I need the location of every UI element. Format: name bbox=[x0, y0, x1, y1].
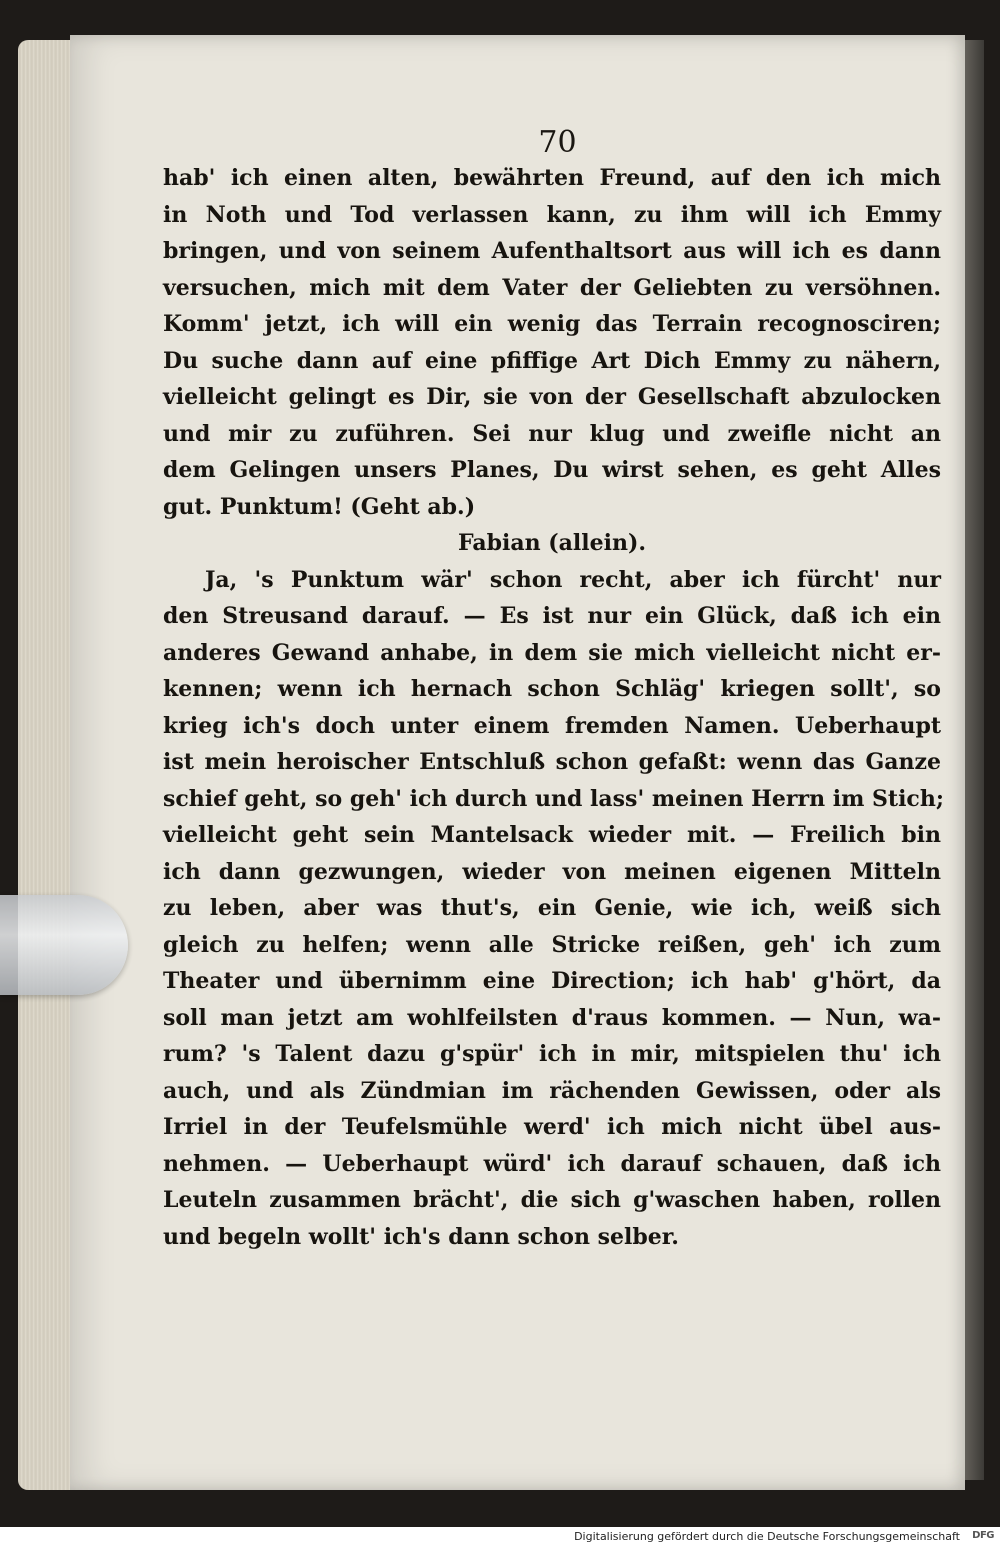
page-clip bbox=[0, 895, 128, 995]
text-line: auch, und als Zündmian im rächenden Gewissen, oder als bbox=[163, 1077, 941, 1104]
text-line: anderes Gewand anhabe, in dem sie mich vielleicht nicht er- bbox=[163, 639, 941, 666]
text-line: gut. Punktum! (Geht ab.) bbox=[163, 493, 476, 520]
text-line: ich dann gezwungen, wieder von meinen eigenen Mitteln bbox=[163, 858, 941, 885]
text-line: vielleicht geht sein Mantelsack wieder mit. — Freilich bin bbox=[163, 822, 941, 848]
text-line: Ja, 's Punktum wär' schon recht, aber ich fürcht' nur bbox=[205, 566, 941, 593]
text-line: dem Gelingen unsers Planes, Du wirst sehen, es geht Alles bbox=[163, 457, 941, 483]
text-line: in Noth und Tod verlassen kann, zu ihm will ich Emmy bbox=[163, 201, 941, 228]
text-line: vielleicht gelingt es Dir, sie von der Gesellschaft abzulocken bbox=[163, 384, 941, 410]
funding-credit: Digitalisierung gefördert durch die Deutsche Forschungsgemeinschaft bbox=[574, 1530, 960, 1543]
text-line: schief geht, so geh' ich durch und lass' meinen Herrn im Stich; bbox=[163, 785, 944, 812]
text-line: versuchen, mich mit dem Vater der Geliebten zu versöhnen. bbox=[163, 274, 941, 301]
text-line: zu leben, aber was thut's, ein Genie, wie ich, weiß sich bbox=[163, 895, 941, 921]
text-line: bringen, und von seinem Aufenthaltsort aus will ich es dann bbox=[163, 238, 941, 264]
text-line: und mir zu zuführen. Sei nur klug und zweifle nicht an bbox=[163, 420, 941, 447]
speaker-heading: Fabian (allein). bbox=[457, 530, 647, 556]
text-line: Irriel in der Teufelsmühle werd' ich mich nicht übel aus- bbox=[163, 1114, 941, 1140]
footer-bar bbox=[0, 1527, 1000, 1547]
page-text bbox=[163, 160, 944, 1255]
text-line: hab' ich einen alten, bewährten Freund, auf den ich mich bbox=[163, 165, 941, 191]
text-line: den Streusand darauf. — Es ist nur ein Glück, daß ich ein bbox=[163, 603, 941, 629]
text-line: ist mein heroischer Entschluß schon gefaßt: wenn das Ganze bbox=[163, 749, 941, 775]
dfg-logo: DFG bbox=[972, 1530, 994, 1541]
text-line: und begeln wollt' ich's dann schon selber. bbox=[163, 1223, 679, 1250]
text-line: gleich zu helfen; wenn alle Stricke reißen, geh' ich zum bbox=[163, 931, 941, 958]
text-line: kennen; wenn ich hernach schon Schläg' kriegen sollt', so bbox=[163, 676, 941, 702]
text-line: Leuteln zusammen brächt', die sich g'waschen haben, rollen bbox=[163, 1187, 941, 1213]
page-number: 70 bbox=[538, 125, 577, 160]
text-line: Theater und übernimm eine Direction; ich hab' g'hört, da bbox=[163, 968, 941, 994]
text-line: rum? 's Talent dazu g'spür' ich in mir, mitspielen thu' ich bbox=[163, 1041, 941, 1067]
text-line: Komm' jetzt, ich will ein wenig das Terrain recognosciren; bbox=[163, 311, 941, 337]
text-line: nehmen. — Ueberhaupt würd' ich darauf schauen, daß ich bbox=[163, 1150, 941, 1177]
text-line: krieg ich's doch unter einem fremden Namen. Ueberhaupt bbox=[163, 712, 941, 739]
text-line: soll man jetzt am wohlfeilsten d'raus kommen. — Nun, wa- bbox=[163, 1004, 941, 1031]
text-line: Du suche dann auf eine pfiffige Art Dich Emmy zu nähern, bbox=[163, 347, 941, 374]
